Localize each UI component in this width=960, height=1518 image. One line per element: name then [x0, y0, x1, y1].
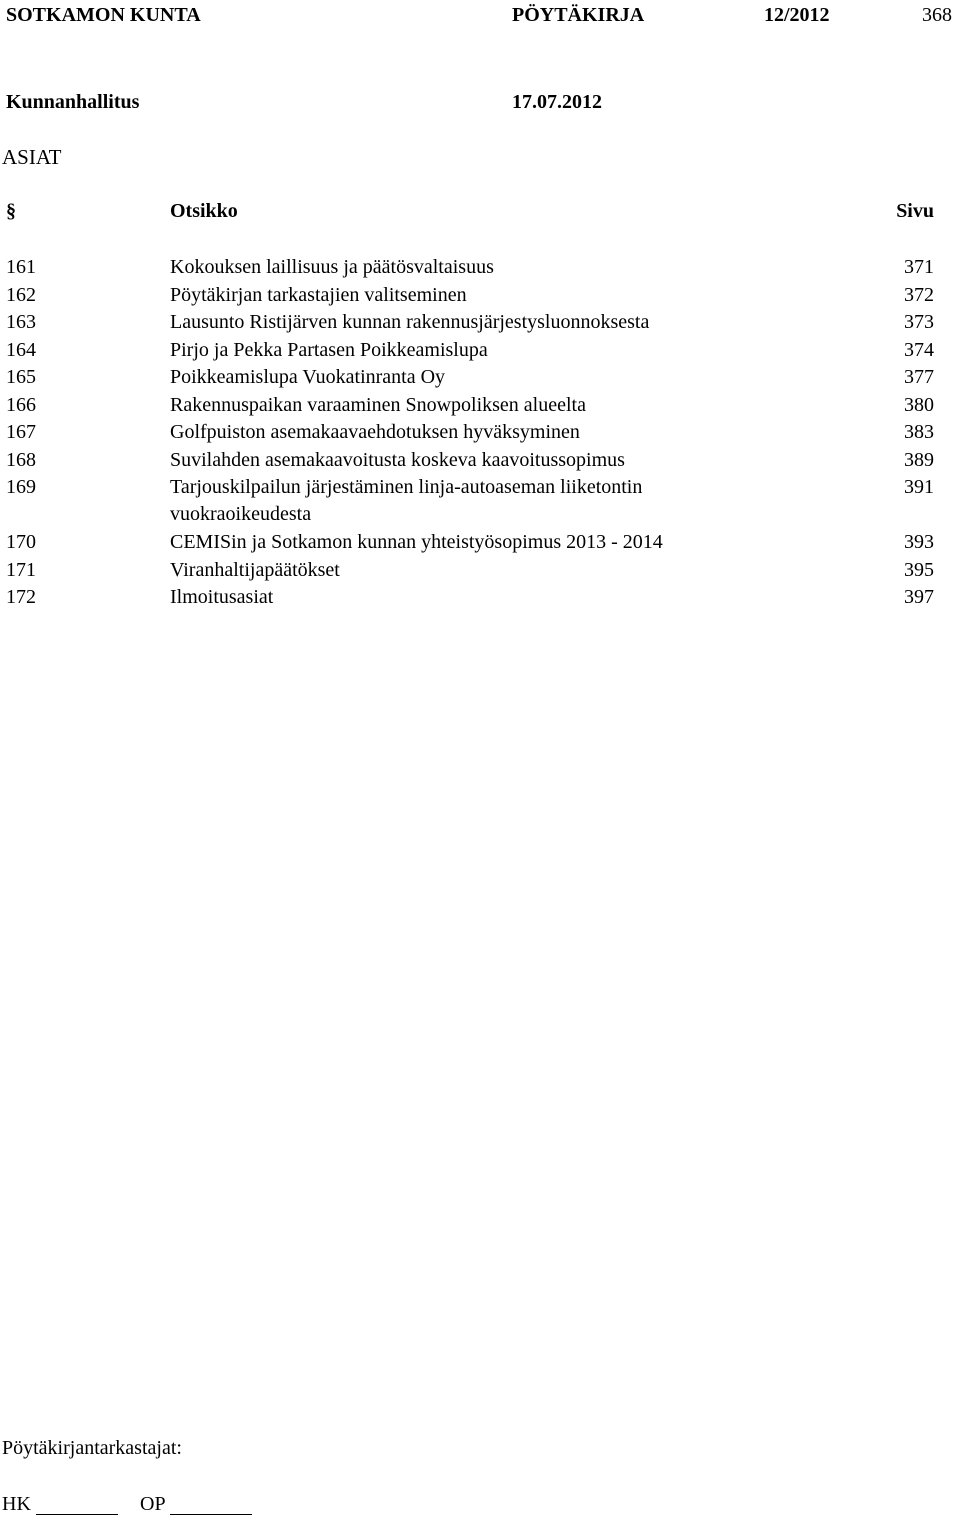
item-number: 169: [6, 476, 36, 498]
document-number: 12/2012: [764, 4, 830, 26]
item-page: 377: [904, 366, 934, 388]
item-number: 164: [6, 339, 36, 361]
item-number: 168: [6, 449, 36, 471]
item-page: 391: [904, 476, 934, 498]
item-number: 165: [6, 366, 36, 388]
item-title: Suvilahden asemakaavoitusta koskeva kaavoitussopimus: [170, 449, 625, 471]
item-page: 372: [904, 284, 934, 306]
item-title: Pirjo ja Pekka Partasen Poikkeamislupa: [170, 339, 488, 361]
document-type: PÖYTÄKIRJA: [512, 4, 645, 26]
list-item: [0, 366, 960, 394]
page-number: 368: [922, 4, 952, 26]
item-number: 171: [6, 559, 36, 581]
toc-col-page: Sivu: [896, 200, 934, 222]
item-title: Lausunto Ristijärven kunnan rakennusjärjestysluonnoksesta: [170, 311, 650, 333]
meeting-date: 17.07.2012: [512, 91, 602, 113]
list-item: [0, 559, 960, 587]
list-item: [0, 531, 960, 559]
list-item: [0, 311, 960, 339]
meeting-body: Kunnanhallitus: [6, 91, 140, 113]
item-title: Rakennuspaikan varaaminen Snowpoliksen alueelta: [170, 394, 586, 416]
item-page: 397: [904, 586, 934, 608]
item-title: Pöytäkirjan tarkastajien valitseminen: [170, 284, 467, 306]
item-title-continuation: vuokraoikeudesta: [170, 503, 312, 525]
list-item: [0, 394, 960, 422]
list-item: [0, 339, 960, 367]
item-page: 383: [904, 421, 934, 443]
item-page: 374: [904, 339, 934, 361]
item-page: 389: [904, 449, 934, 471]
item-page: 393: [904, 531, 934, 553]
list-item: [0, 476, 960, 532]
item-page: 380: [904, 394, 934, 416]
item-number: 163: [6, 311, 36, 333]
list-item: [0, 421, 960, 449]
item-number: 162: [6, 284, 36, 306]
signature-line-1: [36, 1514, 118, 1515]
list-item: [0, 256, 960, 284]
item-title: Kokouksen laillisuus ja päätösvaltaisuus: [170, 256, 494, 278]
item-title: Ilmoitusasiat: [170, 586, 274, 608]
municipality-name: SOTKAMON KUNTA: [6, 4, 201, 26]
reviewers-label: Pöytäkirjantarkastajat:: [2, 1437, 182, 1459]
item-page: 373: [904, 311, 934, 333]
item-title: Poikkeamislupa Vuokatinranta Oy: [170, 366, 446, 388]
item-title: Tarjouskilpailun järjestäminen linja-autoaseman liiketontin: [170, 476, 643, 498]
item-title: Golfpuiston asemakaavaehdotuksen hyväksyminen: [170, 421, 580, 443]
item-number: 166: [6, 394, 36, 416]
item-number: 170: [6, 531, 36, 553]
section-symbol: §: [6, 200, 16, 222]
item-page: 395: [904, 559, 934, 581]
list-item: [0, 284, 960, 312]
reviewer-initials-1: HK: [2, 1493, 31, 1515]
list-item: [0, 586, 960, 614]
section-title: ASIAT: [2, 145, 62, 169]
item-number: 172: [6, 586, 36, 608]
item-number: 167: [6, 421, 36, 443]
item-number: 161: [6, 256, 36, 278]
list-item: [0, 449, 960, 477]
toc-col-title: Otsikko: [170, 200, 238, 222]
reviewer-initials-2: OP: [140, 1493, 166, 1515]
item-page: 371: [904, 256, 934, 278]
signature-line-2: [170, 1514, 252, 1515]
item-title: CEMISin ja Sotkamon kunnan yhteistyösopimus 2013 - 2014: [170, 531, 663, 553]
item-title: Viranhaltijapäätökset: [170, 559, 340, 581]
